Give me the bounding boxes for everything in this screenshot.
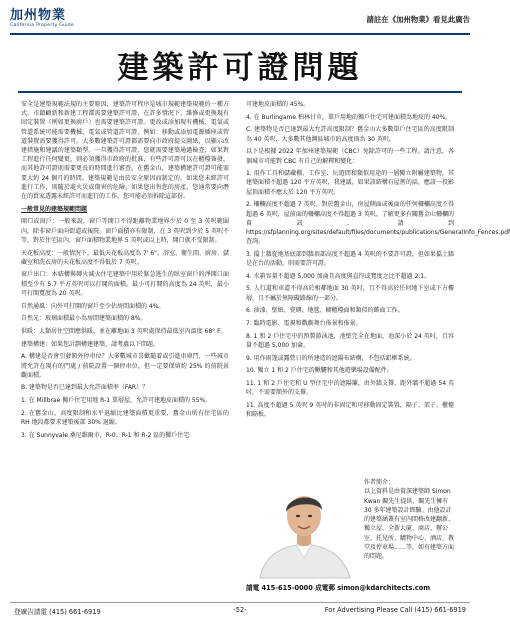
logo-main-text: 加州物業 bbox=[10, 8, 67, 23]
body-paragraph: 以下是根據 2022 年加州建築規範（CBC）免除許可的一些工程。請注意，各個城市可能對 CBC 有自己的解釋和變化： bbox=[246, 148, 454, 165]
author-bio-heading: 作者簡介： bbox=[364, 479, 395, 486]
author-bio bbox=[364, 478, 456, 562]
body-paragraph: 11. 1 和 2 戶住宅和 U 型住宅中的遮陽簾，由外牆支撐，距外牆不超過 54 英吋，不需要額外的支撐。 bbox=[246, 380, 454, 397]
body-paragraph: 9. 用作雨篷或露營日的所建造的遮陽布結構，不包括鋁框系統。 bbox=[246, 354, 416, 362]
body-paragraph: B. 建築物是否已達到最大允許面積率（FAR）？ bbox=[21, 384, 149, 392]
body-paragraph: 3. 擋土牆從地基底部到牆頂部高度不超過 4 英呎的不要許可證，但如果擋土牆是在台的活動，則需要許可證。 bbox=[246, 250, 454, 268]
footer-divider bbox=[10, 602, 470, 603]
section-heading: 一般常見的建築規範問題 bbox=[21, 205, 88, 213]
body-paragraph: 窗戶出口：木結構與磚火減火住宅建築中用於緊急逃生的臥室窗戶的淨開口面積至少有 5.7 平方英呎可以打開的面積。最小可打開的高度為 24 英呎，最小可打開寬度為 20 英呎。 bbox=[21, 271, 229, 297]
body-paragraph: 8. 1 和 2 戶住宅中的預製游泳池，池壁完全在地面，池深小於 24 英吋，且容量不超過 5,000 加侖。 bbox=[246, 332, 454, 349]
body-paragraph: 可建地皮面積的 45%。 bbox=[246, 101, 310, 108]
footer-ad-phone-en: For Advertising Please Call (415) 661-6919 bbox=[324, 606, 466, 614]
body-paragraph: 5. 人行道和車道不得高於相鄰地面 30 英吋，且不得高於任何地下室或下方樓層，且不屬於無障礙路線的一部分。 bbox=[246, 285, 454, 302]
intro-paragraph: 安全是建築規範法規的主要原因，建築許可程序是城市規範建築規範的一種方式，市鎮顧新和新建工程都需要建築許可證，在許多情況下，維修或更換現有固定裝置（例如更換廚戶）也需要建築許可證。更改或添加現有機械、電氣或管道系統可能需要機械、電氣或管道許可證，例如：移動或添加電源插座或管道裝置需要獲得許可。大多數建築許可證都需要向市政府提交圖紙，以顯示改建措施和建議的建築類型。一旦獲得許可證，您就需要建築通過檢查，如果對工程進行任何變更，則必須獲得市政府的批准，有些許可證可以在櫃檯簽發，而其他許可證則需要更長的時間進行審查。在舊金山，建築構建許可證可能需要大約 24 個月的時間。建築規範是由於安全原因而制定的，如果您未經許可進行工作，則隨於處火災或傷害的危險。如果您出售您的房產，您通常要向潛在的買家透露未經許可而進行的工作。您可能必須拆除這部份。 bbox=[21, 101, 229, 201]
body-paragraph: 6. 油漆、壁紙、瓷磚、地毯、櫥櫃檯面和類似的飾面工作。 bbox=[246, 307, 404, 315]
page-header bbox=[10, 8, 470, 36]
title-divider bbox=[18, 91, 462, 93]
body-paragraph: 4. 在 Burlingame 柏林甘市，單戶用地的獨戶住宅可建面積為地皮的 40%。 bbox=[246, 113, 452, 121]
logo-sub-text: California Property Guide bbox=[10, 23, 74, 28]
body-paragraph: 7. 臨時電影、電視和戲劇舞台佈景和佈景。 bbox=[246, 320, 362, 328]
header-divider bbox=[10, 33, 470, 35]
body-paragraph: 開口或窗戶：一般來說，窗戶等開口不得距離物業地界少於 0 至 3 英呎範圍內，除非窗戶面向街道或後院。窗戶面積亦有限制，在 3 英呎到少於 5 英呎不等，對於住宅區內，窗戶面積物業地界 5 英呎或以上時，開口就不受限制。 bbox=[21, 218, 229, 244]
author-bio-text: 以上資料是由資深建築師 Simon Kwan 關先生提供，關先生擁有 30 多年建築設計經驗。由他設計的建築涵蓋有室內間格改建翻新、獨立屋、全新大廈、商店、辦公室、托兒所、購物中心、酒店、教堂及停車場……等，如有建築方面的問題。 bbox=[364, 488, 455, 561]
page-number: -52- bbox=[233, 606, 247, 614]
body-paragraph: A. 構建是否會引發額外停車位？大多數城市喜歡隨着或引進車庫門，一些城市將允許在現有的門處 / 前院設置一個停車位，但一定要保留約 25% 的前院景觀面積。 bbox=[21, 353, 229, 379]
body-paragraph: 2. 柵欄高度不超過 7 英呎。對於舊金山，房屋側面或後面的任何柵欄高度不得超過 6 英呎，屋前面的柵欄高度不得超過 3 英呎。了解更多有關舊金山柵欄的資訊，請到 https://sfplanning.org/sites/default/files/documents/publications/GeneralInfo_Fences.pdf 查詢。 bbox=[246, 201, 510, 246]
body-paragraph: 11. 高度不超過 5 英呎 9 英吋的非固定和可移動固定裝置，隔子、架子、櫃檯和隔板。 bbox=[246, 401, 454, 419]
author-block bbox=[246, 478, 454, 596]
body-paragraph: 2. 在舊金山，高度限制和水平退縮比建築面積更重要，舊金山所有住宅區的 RH 地段都要求建築後部 30% 退縮。 bbox=[21, 409, 229, 427]
body-paragraph: 4. 水箱容量不超過 5,000 加侖且高度與直徑或寬度之比不超過 2:1。 bbox=[246, 272, 431, 280]
body-paragraph: 建築構建：如果您計劃構建建築，請考慮以下問題。 bbox=[21, 340, 160, 348]
body-paragraph: 自然光：玻璃面積最小為房間建築面積的 8%。 bbox=[21, 315, 147, 323]
footer-ad-phone-zh: 登廣告請電 (415) 661-6919 bbox=[14, 608, 101, 616]
body-paragraph: 1. 用作工具和儲藏棚、工作室、玩遊間和類似用途的一層獨立附屬建築物，其建築面積不超過 120 平方英呎，我建議，如果該結構有屋簷的話，應該一投影屋頂面積不應大於 120 平方英呎。 bbox=[246, 170, 454, 196]
body-paragraph: 自然通風：向外可打開的窗戶至少佔房間面積的 4%。 bbox=[21, 302, 165, 310]
body-paragraph: 天花板高度：一般情況下，最低天花板高度為 7' 6"，浴室、衛生間、廚房、儲藏室和洗衣房的天花板高度不得低於 7 英呎。 bbox=[21, 249, 229, 266]
article-title: 建築許可證問題 bbox=[117, 50, 363, 86]
author-contact: 請電 415-615-0000 成電郵 simon@kdarchitects.com bbox=[246, 584, 431, 592]
body-paragraph: 10. 獨立 1 和 2 戶住宅的鞦韆和其他遊樂場設備配件。 bbox=[246, 367, 393, 375]
body-paragraph: 1. 在 Millbrae 獨戶住宅用地 R-1 單層屋，允許可建地皮面積的 55%。 bbox=[21, 397, 212, 405]
page-footer bbox=[14, 606, 466, 616]
body-paragraph: 3. 在 Sunnyvale 桑尼維爾市，R-0、R-1 和 R-2 區的獨戶住宅 bbox=[21, 431, 190, 439]
right-column bbox=[246, 100, 510, 423]
ad-mention-note: 請註在《加州物業》看見此廣告 bbox=[366, 15, 470, 24]
body-paragraph: C. 建築物是否已達到最大允許高度限制？舊金山大多數單戶住宅區的高度限制為 40 英呎，大多數其他灣區城市的高度則為 30 英呎。 bbox=[246, 126, 454, 143]
left-column bbox=[21, 100, 229, 444]
publication-logo bbox=[10, 8, 74, 29]
author-photo bbox=[246, 478, 364, 578]
body-paragraph: 供暖：人類居住空間應供暖，並在離地面 3 英呎處保持最低室內溫度 68° F。 bbox=[21, 327, 227, 335]
